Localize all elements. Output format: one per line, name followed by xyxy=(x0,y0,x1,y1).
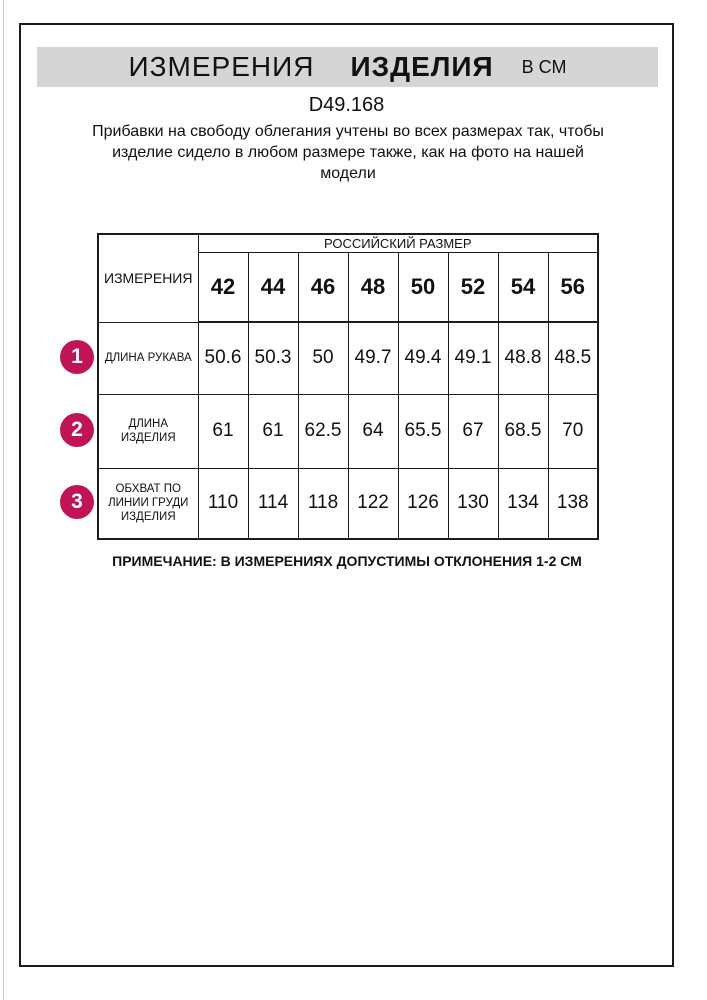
size-table xyxy=(97,233,599,540)
product-description: Прибавки на свободу облегания учтены во всех размерах так, чтобы изделие сидело в любом размере также, как на фото на нашей модели xyxy=(92,123,604,182)
size-col-42: 42 xyxy=(198,252,248,322)
cell-value: 50.6 xyxy=(198,322,248,394)
product-code: D49.168 xyxy=(308,94,385,116)
row-number-badge-2: 2 xyxy=(60,413,94,447)
cell-value: 114 xyxy=(248,468,298,539)
row-number-badge-3: 3 xyxy=(60,485,94,519)
cell-value: 48.5 xyxy=(548,322,598,394)
size-col-52: 52 xyxy=(448,252,498,322)
cell-value: 61 xyxy=(248,394,298,468)
cell-value: 138 xyxy=(548,468,598,539)
cell-value: 67 xyxy=(448,394,498,468)
cell-value: 48.8 xyxy=(498,322,548,394)
measurements-column-header: ИЗМЕРЕНИЯ xyxy=(98,234,198,322)
cell-value: 68.5 xyxy=(498,394,548,468)
table-row-sleeve-length xyxy=(98,322,598,394)
cell-value: 130 xyxy=(448,468,498,539)
size-col-48: 48 xyxy=(348,252,398,322)
cell-value: 134 xyxy=(498,468,548,539)
table-row-item-length xyxy=(98,394,598,468)
title-band xyxy=(37,47,658,87)
cell-value: 49.4 xyxy=(398,322,448,394)
size-col-50: 50 xyxy=(398,252,448,322)
cell-value: 49.1 xyxy=(448,322,498,394)
title-units: В СМ xyxy=(521,56,567,77)
cell-value: 50 xyxy=(298,322,348,394)
size-col-54: 54 xyxy=(498,252,548,322)
cell-value: 64 xyxy=(348,394,398,468)
row-label: ОБХВАТ ПО ЛИНИИ ГРУДИ ИЗДЕЛИЯ xyxy=(98,468,198,539)
size-col-44: 44 xyxy=(248,252,298,322)
row-number-badge-1: 1 xyxy=(60,340,94,374)
row-label: ДЛИНА ИЗДЕЛИЯ xyxy=(98,394,198,468)
cell-value: 122 xyxy=(348,468,398,539)
cell-value: 49.7 xyxy=(348,322,398,394)
size-group-header: РОССИЙСКИЙ РАЗМЕР xyxy=(198,234,598,252)
table-row-chest-girth xyxy=(98,468,598,539)
cell-value: 62.5 xyxy=(298,394,348,468)
cell-value: 70 xyxy=(548,394,598,468)
cell-value: 50.3 xyxy=(248,322,298,394)
size-col-46: 46 xyxy=(298,252,348,322)
row-label: ДЛИНА РУКАВА xyxy=(98,322,198,394)
title-product: ИЗДЕЛИЯ xyxy=(350,51,494,82)
page-edge-line xyxy=(3,0,4,1000)
size-col-56: 56 xyxy=(548,252,598,322)
cell-value: 126 xyxy=(398,468,448,539)
cell-value: 118 xyxy=(298,468,348,539)
tolerance-note: ПРИМЕЧАНИЕ: В ИЗМЕРЕНИЯХ ДОПУСТИМЫ ОТКЛОНЕНИЯ 1-2 СМ xyxy=(112,553,582,569)
title-measurements: ИЗМЕРЕНИЯ xyxy=(128,51,315,82)
cell-value: 65.5 xyxy=(398,394,448,468)
cell-value: 110 xyxy=(198,468,248,539)
cell-value: 61 xyxy=(198,394,248,468)
